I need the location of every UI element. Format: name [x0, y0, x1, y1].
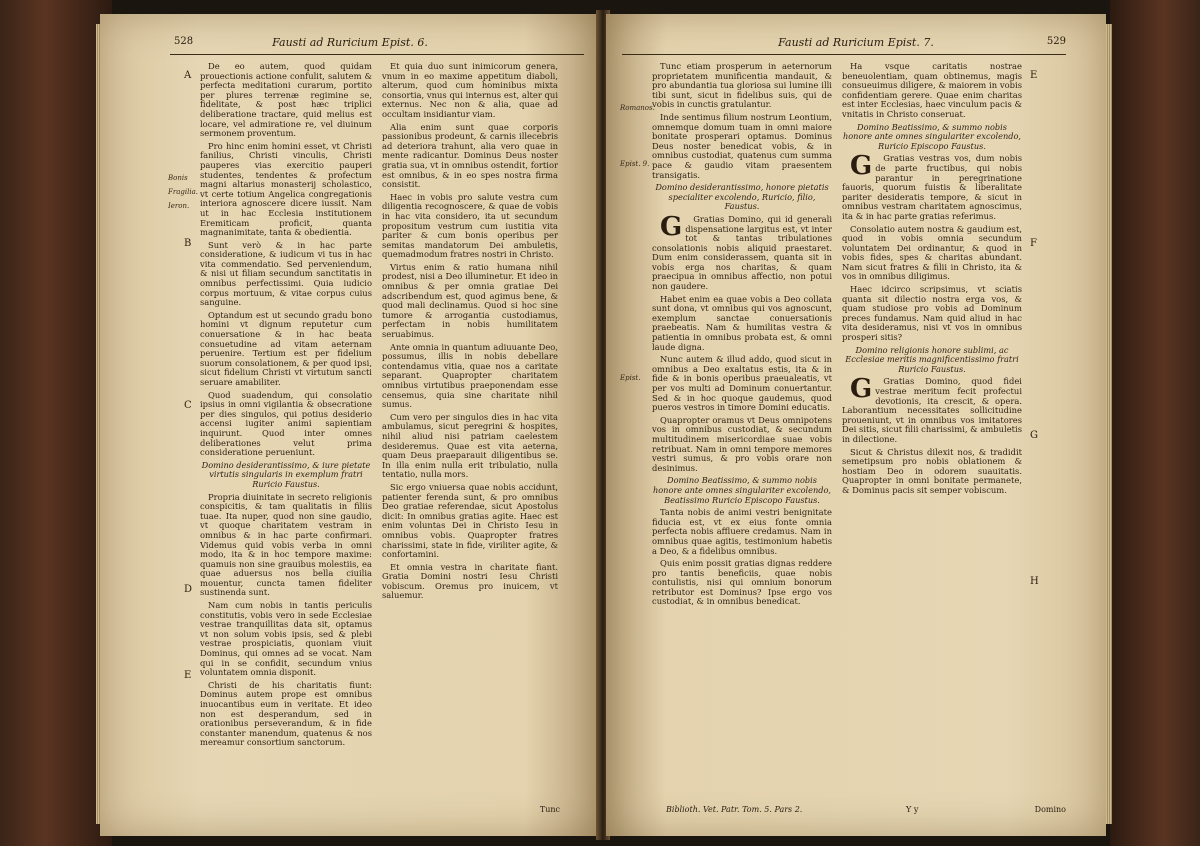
paragraph: Quis enim possit gratias dignas reddere pro tantis beneficiis, quae nobis contulistis, nisi qui omnium bonorum retributor est Dominus? Ipse ergo vos custodiat, & in omnibus benedicat.	[652, 558, 832, 607]
paragraph: Tanta nobis de animi vestri benignitate fiducia est, vt ex eius fonte omnia perfecta nobis affluere credamus. Nam in omnibus quae agitis, testimonium habetis a Deo, & a fidelibus omnibus.	[652, 507, 832, 556]
right-page-number: 529	[1046, 36, 1066, 47]
left-column-2	[382, 62, 558, 732]
left-margin-letters	[184, 70, 196, 690]
margin-letter: H	[1030, 576, 1039, 587]
right-page	[606, 14, 1106, 836]
paragraph: Habet enim ea quae vobis a Deo collata sunt dona, vt omnibus qui vos agnoscunt, exemplum sanctae conuersationis praebeatis. Nam & humilitas vestra & patientia in omnibus probata est, & omni laude digna.	[652, 293, 832, 352]
right-signature: Y y	[906, 805, 919, 814]
paragraph: Nunc autem & illud addo, quod sicut in omnibus a Deo exaltatus estis, ita & in fide & in bonis operibus praeualeatis, vt per vos multi ad Dominum conuertantur. Sed & in hoc quoque gaudemus, quod pueros vestros in timore Domini educatis.	[652, 354, 832, 413]
paragraph: Haec idcirco scripsimus, vt sciatis quanta sit dilectio nostra erga vos, & quam studiose pro vobis ad Dominum preces fundamus. Nam quid aliud in hac vita desideramus, nisi vt vos in omnibus prosperi sitis?	[842, 284, 1022, 343]
paragraph: Haec in vobis pro salute vestra cum diligentia recognoscere, & quae de vobis in hac vita considero, ita ut secundum propositum vestrum cum iustitia vita pariter & cum bonis operibus per semitas mandatorum Dei ambuletis, quemadmodum fratres nostri in Christo.	[382, 191, 558, 260]
right-header	[606, 36, 1106, 54]
paragraph: De eo autem, quod quidam prouectionis actione confulit, salutem & perfecta meditationi curarum, portito per plures terrenæ regimine se, fidelitate, & post hæc triplici deliberatione tractare, quid melius est locare, vel admiratione re, vel diuinum sermonem proventum.	[200, 61, 372, 139]
drop-cap: G	[850, 151, 873, 182]
margin-letter: C	[184, 400, 192, 411]
paragraph: Sunt verò & in hac parte consideratione, & iudicum vi tus in hac vita commendatio. Sed perveniendum, & nisi ut filiam secundum sanctitatis in omnibus perfectissimi. Quia iudicio corpus mortuum, & vitae corpus cuius sanguine.	[200, 239, 372, 308]
left-header	[100, 36, 600, 54]
margin-letter: D	[184, 584, 193, 595]
left-page-number: 528	[174, 36, 194, 47]
paragraph	[652, 211, 832, 292]
right-cover	[1110, 0, 1200, 846]
left-column-1	[200, 61, 372, 748]
margin-note: Ieron.	[168, 202, 190, 210]
paragraph: Christi de his charitatis fiunt: Dominus autem prope est omnibus inuocantibus eum in veritate. Et ideo non est desperandum, sed in orationibus perseverandum, & in fide constanter manendum, quatenus & nos mereamur consortium sanctorum.	[200, 679, 372, 748]
right-column-1	[652, 62, 832, 732]
margin-note: Bonis	[168, 174, 188, 182]
paragraph: Optandum est ut secundo gradu bono homini vt dignum reputetur cum conuersatione & in hac beata consuetudine ad vitam aeternam peruenire. Tertium est per fidelium suorum consolationem, & per quod ipsi, sicut fidelium Christi vt virtutum sancti seruare amabiliter.	[200, 309, 372, 387]
paragraph: Sicut & Christus dilexit nos, & tradidit semetipsum pro nobis oblationem & hostiam Deo in odorem suauitatis. Quapropter in omni bonitate permanete, & Dominus pacis sit semper vobiscum.	[842, 446, 1022, 495]
right-column-2	[842, 62, 1022, 732]
paragraph: Ha vsque caritatis nostrae beneuolentiam, quam obtinemus, magis consueuimus diligere, & maiorem in vobis confidentiam gerere. Quae enim charitas est inter Ecclesias, haec vinculum pacis & vnitatis in Christo conseruat.	[842, 61, 1022, 119]
drop-cap: G	[850, 374, 873, 405]
paragraph	[842, 374, 1022, 444]
paragraph: Nam cum nobis in tantis periculis constitutis, vobis vero in sede Ecclesiae vestrae tranquillitas data sit, optamus vt non solum vobis ipsis, sed & plebi vestrae prospiciatis, quoniam viuit Dominus, qui omnes ad se vocat. Nam qui in se confidit, secundum vnius voluntatem omnia disponit.	[200, 600, 372, 678]
paragraph: Et quia duo sunt inimicorum genera, vnum in eo maxime appetitum diaboli, alterum, quod cum hominibus mixta consortia, vnus qui internus est, alter qui externus. Nec non & alia, quae ad occultam insidiantur viam.	[382, 61, 558, 119]
right-margin-letters	[1030, 70, 1042, 690]
left-margin-notes	[168, 174, 198, 254]
margin-note: Romanos.	[620, 104, 655, 112]
right-running-title: Fausti ad Ruricium Epist. 7.	[778, 36, 934, 49]
paragraph: Propria diuinitate in secreto religionis conspicitis, & tam qualitatis in filiis tuae. Ita nuper, quod non sine gaudio, vt quoque charitatem vestram in omnibus & in hac parte confirmari. Videmus quid vobis verba in omni modo, ita & in hoc tempore maxime: quamuis non sine grauibus molestiis, ea quae aduersus nos bella ciuilia mouentur, cuncta tamen fideliter sustinenda sunt.	[200, 491, 372, 598]
left-running-title: Fausti ad Ruricium Epist. 6.	[272, 36, 428, 49]
paragraph: Tunc etiam prosperum in aeternorum proprietatem munificentia mandauit, & pro abundantia tua gloriosa sui lumine illi tibi sunt, sicut in fidelibus suis, qui de vobis in cunctis gratulantur.	[652, 61, 832, 110]
left-page	[100, 14, 600, 836]
paragraph: Ante omnia in quantum adiuuante Deo, possumus, illis in nobis debellare contendamus vitia, quae nos a caritate separant. Quapropter charitatem omnibus virtutibus praeponendam esse censemus, quia sine charitate nihil sumus.	[382, 341, 558, 410]
letter-heading: Domino desiderantissimo, & iure pietate virtutis singularis in exemplum fratri Ruricio Faustus.	[201, 459, 371, 489]
margin-letter: E	[1030, 70, 1038, 81]
paragraph-text: Gratias Domino, qui id generali dispensatione largitus est, vt inter tot & tantas tribulationes consolationis nobis aliquid praestaret. Dum enim considerassem, quanta sit in vobis erga nos charitas, & quam praecipua in omnibus affectio, non potui non gaudere.	[652, 213, 832, 292]
paragraph-text: Gratias Domino, quod fidei vestrae meritum fecit profectui devotionis, ita crescit, & opera. Laborantium necessitates sollicitudine proueniunt, vt in omnibus vos imitatores Dei sitis, sicut filii charissimi, & ambuletis in dilectione.	[842, 376, 1022, 444]
right-margin-notes	[620, 104, 655, 382]
right-header-rule	[622, 54, 1066, 55]
letter-heading: Domino desiderantissimo, honore pietatis specialiter excolendo, Ruricio, filio, Faustus.	[655, 182, 829, 212]
margin-letter: G	[1030, 430, 1038, 441]
paragraph: Virtus enim & ratio humana nihil prodest, nisi a Deo illuminetur. Et ideo in omnibus & per omnia gratiae Dei adscribendum est, quod agimus bene, & quod mali declinamus. Quod si hoc sine tumore & arrogantia custodiamus, perfectam in nobis humilitatem seruabimus.	[382, 261, 558, 340]
margin-letter: A	[184, 70, 192, 81]
left-catchword: Tunc	[539, 805, 560, 814]
drop-cap: G	[660, 211, 683, 242]
letter-heading: Domino Beatissimo, & summo nobis honore ante omnes singulariter excolendo, Ruricio Episcopo Faustus.	[842, 121, 1022, 151]
margin-letter: F	[1030, 238, 1037, 249]
right-footer-note: Biblioth. Vet. Patr. Tom. 5. Pars 2.	[666, 805, 803, 814]
left-header-rule	[170, 54, 584, 55]
paragraph: Quod suadendum, qui consolatio ipsius in omni vigilantia & obsecratione per dies singulos, qui potius desiderio accensi iugiter animi sapientiam inquirunt. Quod inter omnes deliberationes velut prima consideratione perueniunt.	[200, 389, 372, 458]
margin-note: Epist. 9.	[620, 160, 650, 168]
letter-heading: Domino religionis honore sublimi, ac Ecclesiae meritis magnificentissimo fratri Ruricio Faustus.	[845, 344, 1019, 374]
right-catchword: Domino	[1034, 805, 1066, 814]
paragraph: Cum vero per singulos dies in hac vita ambulamus, sicut peregrini & hospites, nihil aliud nisi patriam caelestem desideremus. Quae est vita aeterna, quam Deus praeparauit diligentibus se. In illa enim nulla erit tribulatio, nulla tentatio, nulla mors.	[382, 411, 558, 480]
paragraph: Alia enim sunt quae corporis passionibus prodeunt, & carnis illecebris ad deteriora trahunt, alia vero quae in mente radicantur. Dominus Deus noster gratia sua, vt in omnibus ostendit, fortior est omnibus, & in eo spes nostra firma consistit.	[382, 121, 558, 190]
paragraph: Consolatio autem nostra & gaudium est, quod in vobis omnia secundum voluntatem Dei ordinantur, & quod in vobis fides, spes & charitas abundant. Nam sicut fratres & filii in Christo, ita & vos in omnibus diligimus.	[842, 223, 1022, 282]
paragraph: Quapropter oramus vt Deus omnipotens vos in omnibus custodiat, & secundum multitudinem misericordiae suae vobis retribuat. Nam in omni tempore memores vestri sumus, & pro vobis orare non desinimus.	[652, 414, 832, 473]
margin-note: Fragilia.	[168, 188, 198, 196]
letter-heading: Domino Beatissimo, & summo nobis honore ante omnes singulariter excolendo, Beatissimo Ruricio Episcopo Faustus.	[652, 475, 832, 505]
margin-letter: B	[184, 238, 192, 249]
margin-note: Epist.	[620, 374, 641, 382]
margin-letter: E	[184, 670, 192, 681]
paragraph	[842, 151, 1022, 221]
paragraph: Inde sentimus filium nostrum Leontium, omnemque domum tuam in omni maiore bonitate prosperari optamus. Dominus Deus noster benedicat vobis, & in omnibus custodiat, quatenus cum summa pace & gaudio vitam praesentem transigatis.	[652, 111, 832, 180]
paragraph: Sic ergo vniuersa quae nobis accidunt, patienter ferenda sunt, & pro omnibus Deo gratiae referendae, sicut Apostolus dicit: In omnibus gratias agite. Haec est enim voluntas Dei in Christo Iesu in omnibus vobis. Quapropter fratres charissimi, state in fide, viriliter agite, & confortamini.	[382, 481, 558, 560]
paragraph: Et omnia vestra in charitate fiant. Gratia Domini nostri Iesu Christi vobiscum. Oremus pro inuicem, vt saluemur.	[382, 561, 558, 601]
paragraph-text: Gratias vestras vos, dum nobis de parte fructibus, qui nobis parantur in peregrinatione fauoris, quorum fuistis & liberalitate pariter desideratis tempore, & sicut in omnibus vestram charitatem agnoscimus, ita & in hac parte gratias referimus.	[842, 153, 1022, 221]
paragraph: Pro hinc enim homini esset, vt Christi fanilius, Christi vinculis, Christi pauperes vias exercitio pauperi studentes, tendentes & profectum magni altarius monasterij scholastico, vt certe totium Angelica congregationis interiora agnoscere dicere iussit. Nam ut in hac Ecclesia institutionem Eremiticam proficit, quanta magnanimitate, tanta & obedientia.	[200, 140, 372, 238]
